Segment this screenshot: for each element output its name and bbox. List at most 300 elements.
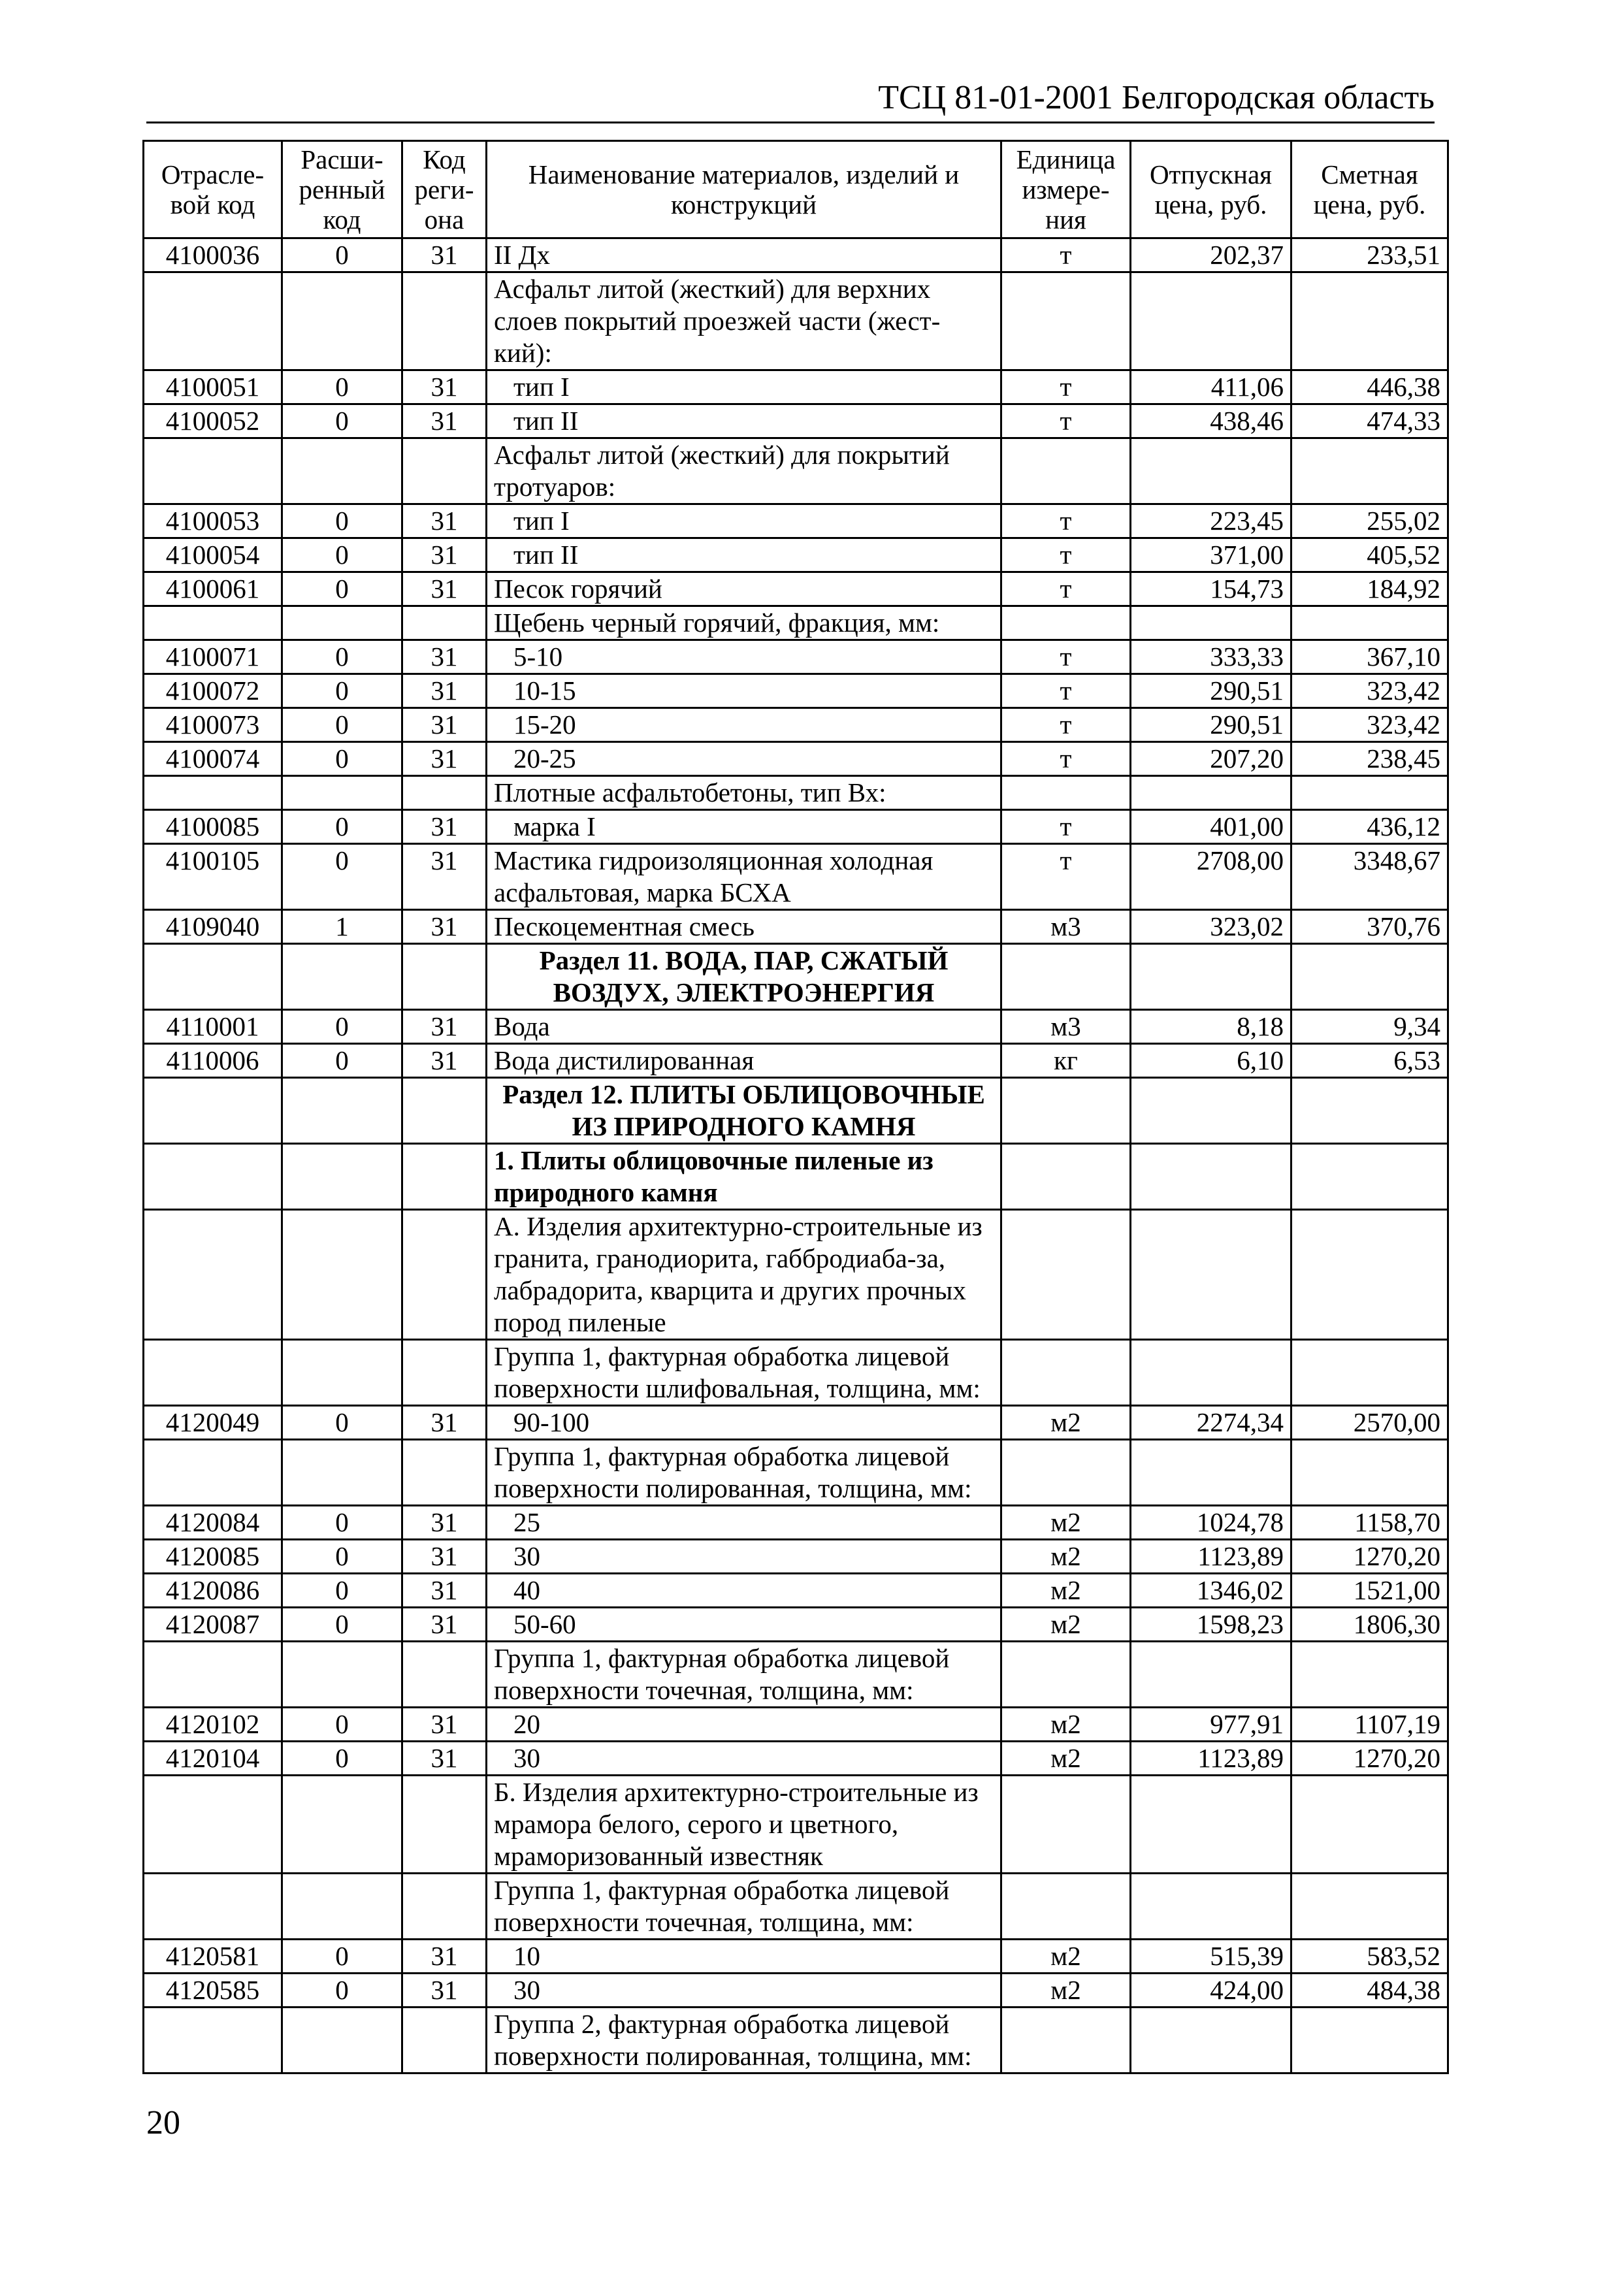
cell-unit [1001,1440,1131,1506]
cell-release-price: 6,10 [1131,1044,1291,1078]
cell-release-price: 371,00 [1131,538,1291,572]
cell-estimate-price [1291,1210,1448,1340]
table-row [144,438,1448,504]
cell-code: 4100074 [144,742,282,776]
cell-estimate-price: 1158,70 [1291,1506,1448,1540]
cell-release-price: 2274,34 [1131,1406,1291,1440]
table-row [144,1210,1448,1340]
cell-unit: т [1001,674,1131,708]
table-row [144,640,1448,674]
cell-region-code: 31 [402,1742,487,1776]
cell-code: 4120049 [144,1406,282,1440]
cell-code: 4120104 [144,1742,282,1776]
table-row [144,910,1448,944]
cell-region-code [402,606,487,640]
cell-estimate-price [1291,776,1448,810]
cell-release-price: 1024,78 [1131,1506,1291,1540]
cell-name: А. Изделия архитектурно-строительные из гранита, гранодиорита, габбродиаба-за, лабрадорита, кварцита и других прочных пород пиленые [487,1210,1001,1340]
table-row [144,1044,1448,1078]
cell-name: 30 [487,1540,1001,1574]
document-title: ТСЦ 81-01-2001 Белгородская область [878,79,1435,116]
table-row [144,742,1448,776]
cell-unit: т [1001,708,1131,742]
cell-release-price [1131,272,1291,370]
cell-estimate-price: 474,33 [1291,404,1448,438]
cell-estimate-price [1291,1642,1448,1708]
table-row [144,1440,1448,1506]
table-row [144,1776,1448,1874]
cell-name: Б. Изделия архитектурно-строительные из мрамора белого, серого и цветного, мраморизованный известняк [487,1776,1001,1874]
cell-region-code: 31 [402,640,487,674]
cell-ext-code [282,2008,402,2073]
cell-estimate-price [1291,272,1448,370]
table-row [144,1506,1448,1540]
cell-release-price [1131,944,1291,1010]
cell-region-code [402,1340,487,1406]
table-row [144,538,1448,572]
cell-release-price: 515,39 [1131,1940,1291,1974]
cell-region-code [402,1210,487,1340]
cell-ext-code [282,438,402,504]
cell-unit [1001,1642,1131,1708]
cell-unit: т [1001,640,1131,674]
cell-name: тип II [487,538,1001,572]
cell-unit [1001,1144,1131,1210]
cell-unit: м2 [1001,1742,1131,1776]
cell-code: 4100053 [144,504,282,538]
cell-ext-code: 0 [282,1406,402,1440]
cell-ext-code: 0 [282,1574,402,1608]
cell-code: 4110001 [144,1010,282,1044]
cell-region-code: 31 [402,708,487,742]
cell-ext-code: 0 [282,708,402,742]
cell-code [144,1440,282,1506]
cell-estimate-price: 367,10 [1291,640,1448,674]
cell-ext-code [282,1776,402,1874]
cell-ext-code [282,1144,402,1210]
cell-code [144,272,282,370]
cell-name: тип II [487,404,1001,438]
cell-release-price: 438,46 [1131,404,1291,438]
cell-code [144,1776,282,1874]
cell-unit: т [1001,370,1131,404]
cell-name: Плотные асфальтобетоны, тип Вх: [487,776,1001,810]
cell-release-price [1131,606,1291,640]
cell-name: Группа 1, фактурная обработка лицевой поверхности точечная, толщина, мм: [487,1874,1001,1940]
cell-region-code: 31 [402,504,487,538]
cell-unit [1001,944,1131,1010]
cell-ext-code: 0 [282,1010,402,1044]
cell-release-price [1131,1210,1291,1340]
cell-release-price [1131,776,1291,810]
cell-unit: м2 [1001,1574,1131,1608]
cell-release-price: 411,06 [1131,370,1291,404]
cell-ext-code [282,944,402,1010]
cell-release-price: 1346,02 [1131,1574,1291,1608]
cell-estimate-price: 184,92 [1291,572,1448,606]
cell-estimate-price: 6,53 [1291,1044,1448,1078]
table-header-row [144,141,1448,238]
table-row [144,776,1448,810]
table-row [144,1540,1448,1574]
cell-estimate-price: 1270,20 [1291,1540,1448,1574]
cell-estimate-price: 9,34 [1291,1010,1448,1044]
table-row [144,370,1448,404]
cell-estimate-price: 238,45 [1291,742,1448,776]
table-row [144,1974,1448,2008]
price-table [142,140,1449,2074]
cell-name: Группа 1, фактурная обработка лицевой поверхности точечная, толщина, мм: [487,1642,1001,1708]
cell-region-code: 31 [402,742,487,776]
cell-name: 5-10 [487,640,1001,674]
cell-name: Группа 1, фактурная обработка лицевой поверхности полированная, толщина, мм: [487,1440,1001,1506]
cell-unit: т [1001,844,1131,910]
cell-code [144,944,282,1010]
cell-region-code [402,2008,487,2073]
cell-code [144,2008,282,2073]
cell-region-code [402,1776,487,1874]
cell-estimate-price: 446,38 [1291,370,1448,404]
cell-code: 4100072 [144,674,282,708]
col-header-name: Наименование материалов, изделий и конструкций [487,141,1001,238]
cell-name: тип I [487,504,1001,538]
cell-code: 4100073 [144,708,282,742]
cell-estimate-price: 323,42 [1291,674,1448,708]
cell-release-price: 333,33 [1131,640,1291,674]
cell-name: 30 [487,1742,1001,1776]
cell-code: 4120585 [144,1974,282,2008]
cell-code: 4100052 [144,404,282,438]
cell-release-price [1131,1874,1291,1940]
cell-estimate-price: 323,42 [1291,708,1448,742]
cell-name: Песок горячий [487,572,1001,606]
cell-region-code [402,1144,487,1210]
cell-release-price: 154,73 [1131,572,1291,606]
cell-region-code: 31 [402,674,487,708]
cell-release-price [1131,1340,1291,1406]
cell-release-price: 1123,89 [1131,1540,1291,1574]
cell-region-code: 31 [402,1708,487,1742]
cell-release-price [1131,1144,1291,1210]
table-row [144,1010,1448,1044]
table-row [144,844,1448,910]
cell-ext-code: 0 [282,1708,402,1742]
cell-ext-code: 0 [282,844,402,910]
cell-ext-code [282,606,402,640]
cell-region-code [402,1440,487,1506]
cell-code: 4120085 [144,1540,282,1574]
cell-ext-code [282,1340,402,1406]
cell-ext-code: 0 [282,674,402,708]
table-row [144,572,1448,606]
cell-release-price [1131,1078,1291,1144]
cell-name: 20-25 [487,742,1001,776]
table-row [144,944,1448,1010]
cell-region-code [402,776,487,810]
cell-name: 25 [487,1506,1001,1540]
cell-code: 4100051 [144,370,282,404]
cell-release-price: 401,00 [1131,810,1291,844]
cell-code: 4120084 [144,1506,282,1540]
cell-unit [1001,1776,1131,1874]
cell-ext-code: 0 [282,404,402,438]
cell-name: Мастика гидроизоляционная холодная асфальтовая, марка БСХА [487,844,1001,910]
cell-name: 10-15 [487,674,1001,708]
cell-ext-code: 0 [282,538,402,572]
cell-estimate-price: 3348,67 [1291,844,1448,910]
cell-release-price: 424,00 [1131,1974,1291,2008]
cell-estimate-price: 255,02 [1291,504,1448,538]
cell-region-code: 31 [402,1608,487,1642]
cell-name: 40 [487,1574,1001,1608]
cell-region-code: 31 [402,404,487,438]
cell-name: 20 [487,1708,1001,1742]
cell-name: Пескоцементная смесь [487,910,1001,944]
cell-code [144,1144,282,1210]
col-header-release-price: Отпускная цена, руб. [1131,141,1291,238]
cell-release-price [1131,438,1291,504]
cell-code: 4120102 [144,1708,282,1742]
cell-unit: кг [1001,1044,1131,1078]
cell-estimate-price [1291,1144,1448,1210]
cell-unit: т [1001,238,1131,272]
cell-region-code: 31 [402,538,487,572]
cell-region-code: 31 [402,1010,487,1044]
cell-ext-code [282,1642,402,1708]
cell-name: 15-20 [487,708,1001,742]
cell-unit: м2 [1001,1708,1131,1742]
table-row [144,1642,1448,1708]
cell-release-price [1131,1440,1291,1506]
cell-code [144,438,282,504]
cell-estimate-price [1291,2008,1448,2073]
cell-estimate-price: 233,51 [1291,238,1448,272]
cell-code: 4120086 [144,1574,282,1608]
cell-estimate-price [1291,944,1448,1010]
cell-unit: т [1001,404,1131,438]
cell-name: Асфальт литой (жесткий) для покрытий тротуаров: [487,438,1001,504]
section-title: Раздел 11. ВОДА, ПАР, СЖАТЫЙ ВОЗДУХ, ЭЛЕКТРОЭНЕРГИЯ [487,944,1001,1010]
cell-unit: м2 [1001,1608,1131,1642]
cell-ext-code [282,1210,402,1340]
cell-ext-code: 0 [282,1940,402,1974]
cell-name: 50-60 [487,1608,1001,1642]
cell-unit: м3 [1001,1010,1131,1044]
cell-ext-code: 0 [282,504,402,538]
cell-ext-code: 0 [282,1044,402,1078]
cell-estimate-price [1291,1776,1448,1874]
cell-code [144,776,282,810]
col-header-code: Отрасле-вой код [144,141,282,238]
table-row [144,1406,1448,1440]
cell-code: 4100071 [144,640,282,674]
table-row [144,1078,1448,1144]
subsection-title: 1. Плиты облицовочные пиленые из природного камня [487,1144,1001,1210]
cell-ext-code [282,1874,402,1940]
table-row [144,674,1448,708]
cell-code: 4120087 [144,1608,282,1642]
cell-ext-code: 0 [282,1608,402,1642]
cell-unit [1001,2008,1131,2073]
cell-code: 4100105 [144,844,282,910]
cell-ext-code: 0 [282,572,402,606]
cell-ext-code [282,272,402,370]
cell-region-code: 31 [402,1044,487,1078]
cell-name: Группа 1, фактурная обработка лицевой поверхности шлифовальная, толщина, мм: [487,1340,1001,1406]
table-row [144,1144,1448,1210]
cell-unit: м2 [1001,1506,1131,1540]
table-row [144,404,1448,438]
page-number: 20 [146,2104,180,2141]
cell-code: 4100061 [144,572,282,606]
cell-release-price: 8,18 [1131,1010,1291,1044]
cell-ext-code [282,1078,402,1144]
cell-name: Щебень черный горячий, фракция, мм: [487,606,1001,640]
cell-estimate-price [1291,1340,1448,1406]
cell-release-price: 202,37 [1131,238,1291,272]
table-body [144,238,1448,2073]
cell-release-price: 323,02 [1131,910,1291,944]
cell-region-code: 31 [402,1574,487,1608]
cell-release-price [1131,1642,1291,1708]
cell-code: 4100036 [144,238,282,272]
table-row [144,504,1448,538]
table-row [144,1608,1448,1642]
cell-estimate-price: 2570,00 [1291,1406,1448,1440]
table-row [144,1874,1448,1940]
cell-region-code: 31 [402,238,487,272]
cell-estimate-price: 405,52 [1291,538,1448,572]
cell-region-code: 31 [402,844,487,910]
cell-release-price: 1123,89 [1131,1742,1291,1776]
cell-estimate-price [1291,1874,1448,1940]
cell-estimate-price [1291,1078,1448,1144]
cell-release-price: 290,51 [1131,708,1291,742]
cell-code [144,606,282,640]
cell-release-price: 223,45 [1131,504,1291,538]
table-row [144,606,1448,640]
cell-region-code [402,1642,487,1708]
cell-ext-code: 0 [282,1506,402,1540]
cell-code: 4110006 [144,1044,282,1078]
cell-estimate-price: 484,38 [1291,1974,1448,2008]
cell-code: 4120581 [144,1940,282,1974]
cell-name: марка I [487,810,1001,844]
cell-ext-code: 1 [282,910,402,944]
cell-estimate-price: 1806,30 [1291,1608,1448,1642]
table-row [144,272,1448,370]
table-row [144,1574,1448,1608]
cell-estimate-price [1291,438,1448,504]
cell-name: 30 [487,1974,1001,2008]
cell-unit [1001,1874,1131,1940]
col-header-estimate-price: Сметная цена, руб. [1291,141,1448,238]
cell-name: Асфальт литой (жесткий) для верхних слоев покрытий проезжей части (жест-кий): [487,272,1001,370]
cell-ext-code: 0 [282,1742,402,1776]
cell-name: 10 [487,1940,1001,1974]
table-row [144,1708,1448,1742]
cell-estimate-price: 1521,00 [1291,1574,1448,1608]
cell-unit [1001,1078,1131,1144]
cell-name: Группа 2, фактурная обработка лицевой поверхности полированная, толщина, мм: [487,2008,1001,2073]
cell-release-price: 2708,00 [1131,844,1291,910]
cell-name: Вода дистилированная [487,1044,1001,1078]
cell-code: 4109040 [144,910,282,944]
cell-estimate-price [1291,606,1448,640]
cell-region-code: 31 [402,572,487,606]
cell-release-price: 1598,23 [1131,1608,1291,1642]
cell-region-code [402,944,487,1010]
cell-unit: т [1001,538,1131,572]
cell-region-code: 31 [402,1974,487,2008]
cell-estimate-price [1291,1440,1448,1506]
cell-region-code [402,272,487,370]
table-row [144,708,1448,742]
table-row [144,1742,1448,1776]
cell-unit [1001,438,1131,504]
col-header-ext: Расши-ренный код [282,141,402,238]
cell-unit: т [1001,572,1131,606]
cell-unit [1001,606,1131,640]
cell-name: Вода [487,1010,1001,1044]
cell-release-price: 290,51 [1131,674,1291,708]
cell-region-code: 31 [402,810,487,844]
cell-code [144,1874,282,1940]
cell-estimate-price: 370,76 [1291,910,1448,944]
cell-ext-code: 0 [282,810,402,844]
cell-code [144,1078,282,1144]
cell-name: II Дх [487,238,1001,272]
cell-release-price: 207,20 [1131,742,1291,776]
cell-region-code: 31 [402,370,487,404]
cell-ext-code: 0 [282,640,402,674]
cell-code: 4100054 [144,538,282,572]
table-row [144,238,1448,272]
page-header [146,71,1435,123]
cell-unit [1001,776,1131,810]
cell-estimate-price: 1270,20 [1291,1742,1448,1776]
cell-unit [1001,1210,1131,1340]
cell-code: 4100085 [144,810,282,844]
section-title: Раздел 12. ПЛИТЫ ОБЛИЦОВОЧНЫЕ ИЗ ПРИРОДНОГО КАМНЯ [487,1078,1001,1144]
cell-unit [1001,1340,1131,1406]
cell-code [144,1340,282,1406]
col-header-region: Код реги-она [402,141,487,238]
cell-ext-code: 0 [282,742,402,776]
cell-unit: т [1001,742,1131,776]
cell-region-code: 31 [402,1540,487,1574]
cell-unit: т [1001,504,1131,538]
cell-region-code: 31 [402,910,487,944]
table-row [144,1940,1448,1974]
cell-estimate-price: 436,12 [1291,810,1448,844]
cell-ext-code [282,776,402,810]
cell-ext-code: 0 [282,238,402,272]
cell-region-code: 31 [402,1506,487,1540]
cell-unit: м2 [1001,1974,1131,2008]
cell-unit: м2 [1001,1940,1131,1974]
table-row [144,810,1448,844]
cell-unit: м2 [1001,1540,1131,1574]
cell-unit: м3 [1001,910,1131,944]
cell-unit [1001,272,1131,370]
table-row [144,2008,1448,2073]
cell-code [144,1210,282,1340]
cell-ext-code [282,1440,402,1506]
cell-release-price [1131,2008,1291,2073]
cell-code [144,1642,282,1708]
cell-region-code [402,438,487,504]
